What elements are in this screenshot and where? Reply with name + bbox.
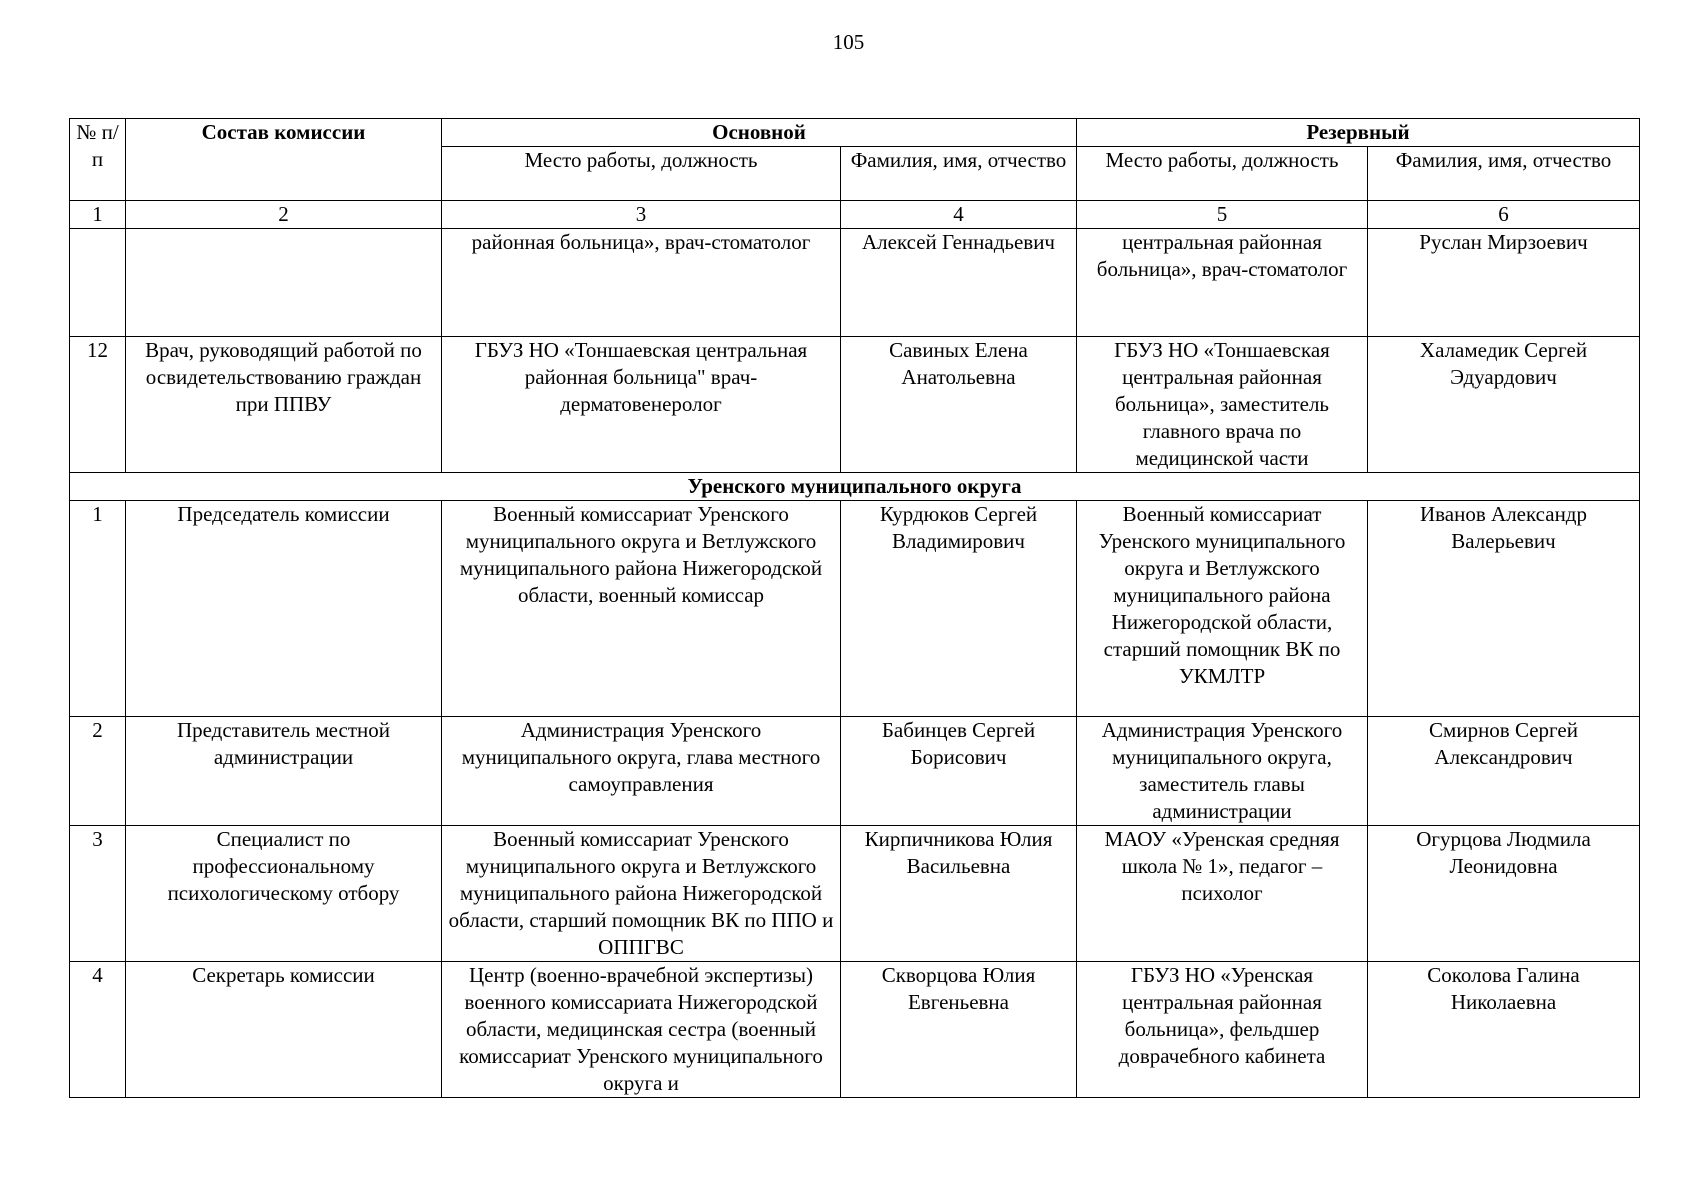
row-reserve-workplace: Администрация Уренского муниципального округа, заместитель главы администрации <box>1077 717 1368 826</box>
row-main-workplace: Администрация Уренского муниципального округа, глава местного самоуправления <box>442 717 841 826</box>
column-number: 4 <box>841 201 1077 229</box>
commission-table <box>69 118 1640 1098</box>
row-main-name: Кирпичникова Юлия Васильевна <box>841 826 1077 962</box>
table-row <box>70 229 1640 337</box>
table-row <box>70 717 1640 826</box>
column-number: 6 <box>1368 201 1640 229</box>
row-number: 12 <box>70 337 126 473</box>
row-reserve-name: Руслан Мирзоевич <box>1368 229 1640 337</box>
row-main-workplace: Центр (военно-врачебной экспертизы) военного комиссариата Нижегородской области, медицинская сестра (военный комиссариат Уренского муниципального округа и <box>442 962 841 1098</box>
row-main-workplace: Военный комиссариат Уренского муниципального округа и Ветлужского муниципального района Нижегородской области, военный комиссар <box>442 501 841 717</box>
row-reserve-workplace: МАОУ «Уренская средняя школа № 1», педагог – психолог <box>1077 826 1368 962</box>
row-reserve-workplace: ГБУЗ НО «Уренская центральная районная больница», фельдшер доврачебного кабинета <box>1077 962 1368 1098</box>
row-reserve-workplace: ГБУЗ НО «Тоншаевская центральная районная больница», заместитель главного врача по медицинской части <box>1077 337 1368 473</box>
row-main-name: Скворцова Юлия Евгеньевна <box>841 962 1077 1098</box>
table-row <box>70 826 1640 962</box>
column-numbers-row <box>70 201 1640 229</box>
row-role: Специалист по профессиональному психологическому отбору <box>126 826 442 962</box>
header-main-name: Фамилия, имя, отчество <box>841 147 1077 201</box>
table-row <box>70 962 1640 1098</box>
row-reserve-workplace: центральная районная больница», врач-стоматолог <box>1077 229 1368 337</box>
row-number <box>70 229 126 337</box>
table-row <box>70 501 1640 717</box>
row-reserve-name: Соколова Галина Николаевна <box>1368 962 1640 1098</box>
row-reserve-name: Смирнов Сергей Александрович <box>1368 717 1640 826</box>
row-main-name: Курдюков Сергей Владимирович <box>841 501 1077 717</box>
row-main-name: Бабинцев Сергей Борисович <box>841 717 1077 826</box>
row-number: 1 <box>70 501 126 717</box>
section-row <box>70 473 1640 501</box>
row-role: Представитель местной администрации <box>126 717 442 826</box>
column-number: 1 <box>70 201 126 229</box>
column-number: 2 <box>126 201 442 229</box>
row-number: 2 <box>70 717 126 826</box>
row-reserve-workplace: Военный комиссариат Уренского муниципального округа и Ветлужского муниципального района Нижегородской области, старший помощник ВК по УКМЛТР <box>1077 501 1368 717</box>
header-col-no: № п/п <box>70 119 126 201</box>
section-title: Уренского муниципального округа <box>70 473 1640 501</box>
column-number: 5 <box>1077 201 1368 229</box>
row-reserve-name: Халамедик Сергей Эдуардович <box>1368 337 1640 473</box>
row-reserve-name: Огурцова Людмила Леонидовна <box>1368 826 1640 962</box>
row-role: Секретарь комиссии <box>126 962 442 1098</box>
header-main-workplace: Место работы, должность <box>442 147 841 201</box>
header-reserve-workplace: Место работы, должность <box>1077 147 1368 201</box>
row-role: Врач, руководящий работой по освидетельствованию граждан при ППВУ <box>126 337 442 473</box>
row-number: 3 <box>70 826 126 962</box>
header-group-main: Основной <box>442 119 1077 147</box>
row-main-name: Алексей Геннадьевич <box>841 229 1077 337</box>
header-group-reserve: Резервный <box>1077 119 1640 147</box>
row-main-workplace: Военный комиссариат Уренского муниципального округа и Ветлужского муниципального района Нижегородской области, старший помощник ВК по ППО и ОППГВС <box>442 826 841 962</box>
row-role: Председатель комиссии <box>126 501 442 717</box>
page-number: 105 <box>832 30 865 54</box>
row-reserve-name: Иванов Александр Валерьевич <box>1368 501 1640 717</box>
row-main-name: Савиных Елена Анатольевна <box>841 337 1077 473</box>
table-row <box>70 337 1640 473</box>
header-reserve-name: Фамилия, имя, отчество <box>1368 147 1640 201</box>
row-number: 4 <box>70 962 126 1098</box>
row-role <box>126 229 442 337</box>
row-main-workplace: ГБУЗ НО «Тоншаевская центральная районная больница" врач-дерматовенеролог <box>442 337 841 473</box>
column-number: 3 <box>442 201 841 229</box>
row-main-workplace: районная больница», врач-стоматолог <box>442 229 841 337</box>
header-row-groups <box>70 119 1640 147</box>
header-col-composition: Состав комиссии <box>126 119 442 201</box>
